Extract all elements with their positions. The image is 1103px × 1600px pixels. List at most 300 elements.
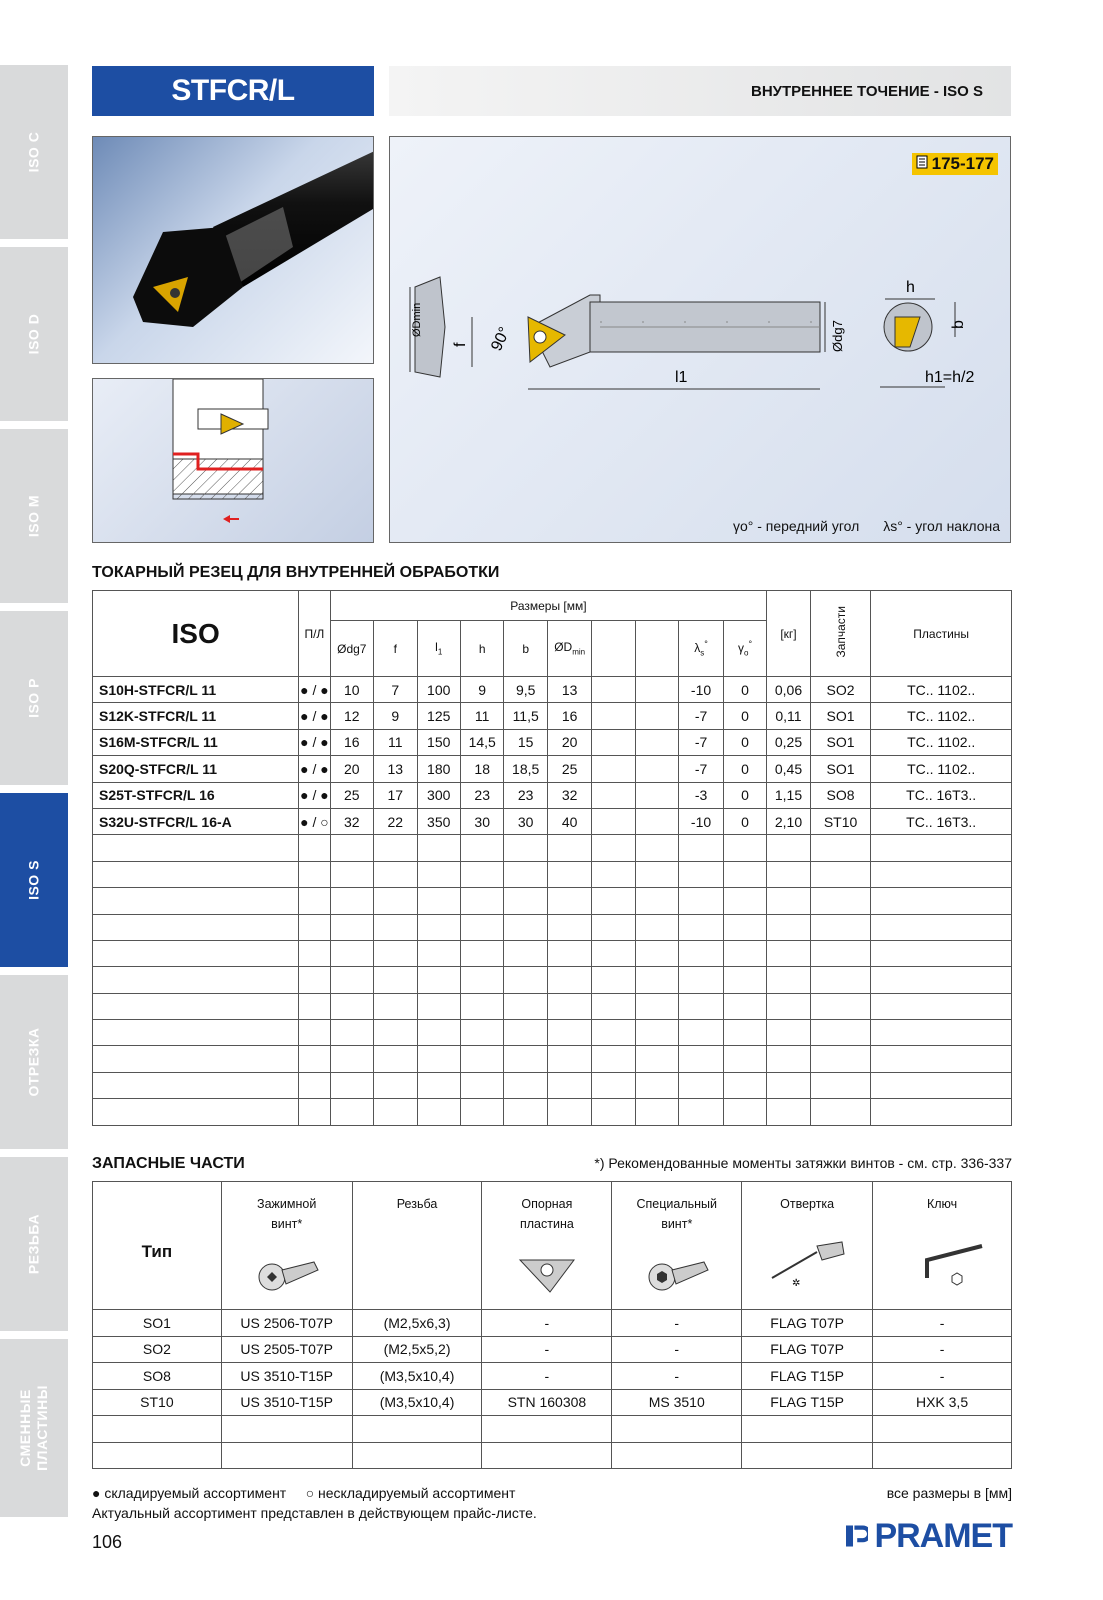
cell-b: 23 (504, 782, 547, 808)
cell-gamma: 0 (723, 808, 766, 834)
tool-table (92, 590, 1012, 1126)
cell-empty (635, 782, 678, 808)
cell-empty (592, 1020, 635, 1046)
brand-logo (846, 1518, 1012, 1554)
dg7-label: Ødg7 (830, 320, 845, 352)
col-gamma: $\gamma_o^\circ$ (723, 621, 766, 677)
cell-empty (374, 967, 417, 993)
spare-row (93, 1363, 1012, 1390)
cell-insert: TC.. 1102.. (871, 703, 1012, 729)
cell-empty (592, 888, 635, 914)
document-icon (916, 154, 928, 174)
cell-empty (723, 861, 766, 887)
cell-empty (93, 967, 299, 993)
spare-cell-empty (221, 1416, 352, 1443)
spare-cell-empty (742, 1442, 873, 1469)
cell-empty (679, 1046, 723, 1072)
page-number: 106 (92, 1532, 123, 1552)
cell-empty (299, 940, 330, 966)
cell-empty (679, 993, 723, 1019)
cell-empty (723, 1046, 766, 1072)
cell-empty (679, 967, 723, 993)
cell-spare: ST10 (810, 808, 871, 834)
spare-cell-driver: FLAG T15P (742, 1389, 873, 1416)
cell-empty (635, 808, 678, 834)
cell-empty (299, 861, 330, 887)
spare-cell-shim: - (482, 1310, 612, 1337)
cell-empty (93, 940, 299, 966)
cell-empty (592, 914, 635, 940)
cell-kg: 0,11 (767, 703, 810, 729)
cell-empty (374, 861, 417, 887)
tool-table-body (93, 677, 1012, 1126)
spare-cell-empty (742, 1416, 873, 1443)
spare-col-special-screw: Специальный винт* (612, 1182, 742, 1310)
cell-empty (810, 1046, 871, 1072)
cell-h: 9 (460, 677, 503, 703)
cell-empty (374, 993, 417, 1019)
cell-empty (723, 1020, 766, 1046)
cell-empty (592, 940, 635, 966)
cell-empty (330, 914, 373, 940)
cell-kg: 2,10 (767, 808, 810, 834)
cell-lambda: -10 (679, 808, 723, 834)
cell-empty (93, 993, 299, 1019)
cell-empty (810, 1020, 871, 1046)
cell-pl: ● / ● (299, 729, 330, 755)
spare-cell-thread: (M3,5x10,4) (352, 1389, 482, 1416)
cell-empty (679, 1099, 723, 1125)
cell-empty (299, 967, 330, 993)
cell-empty (417, 993, 460, 1019)
spare-header-row (93, 1182, 1012, 1310)
iso-header: ISO (93, 591, 299, 677)
cell-empty (871, 993, 1012, 1019)
cell-empty (810, 940, 871, 966)
cell-empty (374, 888, 417, 914)
cell-empty (460, 914, 503, 940)
pramet-logo-icon (846, 1521, 868, 1551)
cell-empty (767, 1046, 810, 1072)
cell-empty (330, 861, 373, 887)
cell-empty (592, 808, 635, 834)
cell-empty (810, 1072, 871, 1098)
spare-cell-type: SO8 (93, 1363, 222, 1390)
table-row-empty (93, 914, 1012, 940)
cell-empty (374, 1020, 417, 1046)
cell-empty (299, 1020, 330, 1046)
cell-empty (679, 835, 723, 861)
spare-cell-type: SO1 (93, 1310, 222, 1337)
col-empty-1 (592, 621, 635, 677)
col-d: Ødg7 (330, 621, 373, 677)
b-label: b (950, 320, 967, 329)
cell-b: 15 (504, 729, 547, 755)
cell-empty (460, 888, 503, 914)
cell-empty (547, 1099, 591, 1125)
table-row (93, 782, 1012, 808)
col-b: b (504, 621, 547, 677)
cell-empty (460, 1046, 503, 1072)
side-tab-parting[interactable]: ОТРЕЗКА (0, 975, 68, 1153)
cell-empty (767, 914, 810, 940)
col-h: h (460, 621, 503, 677)
h-label: h (906, 279, 915, 296)
cell-empty (871, 1072, 1012, 1098)
cell-empty (635, 1099, 678, 1125)
spare-cell-special: MS 3510 (612, 1389, 742, 1416)
table-row-empty (93, 1020, 1012, 1046)
cell-l1: 125 (417, 703, 460, 729)
spare-section-title: ЗАПАСНЫЕ ЧАСТИ (92, 1155, 245, 1172)
cell-empty (635, 888, 678, 914)
cell-empty (93, 835, 299, 861)
spare-row (93, 1389, 1012, 1416)
cell-kg: 0,25 (767, 729, 810, 755)
side-tab-iso-p[interactable]: ISO P (0, 611, 68, 789)
cell-gamma: 0 (723, 756, 766, 782)
table-row-empty (93, 993, 1012, 1019)
cell-empty (767, 1072, 810, 1098)
cell-f: 22 (374, 808, 417, 834)
cell-empty (679, 1020, 723, 1046)
side-tab-iso-m[interactable]: ISO M (0, 429, 68, 607)
cell-l1: 300 (417, 782, 460, 808)
spare-note: *) Рекомендованные моменты затяжки винтов - см. стр. 336-337 (594, 1155, 1012, 1171)
cell-empty (592, 782, 635, 808)
cell-lambda: -7 (679, 756, 723, 782)
cell-empty (547, 835, 591, 861)
type-header: Тип (93, 1182, 222, 1310)
cell-empty (592, 703, 635, 729)
cell-empty (417, 1020, 460, 1046)
f-label: f (452, 342, 469, 347)
cell-empty (871, 940, 1012, 966)
cell-pl: ● / ● (299, 677, 330, 703)
cell-h: 11 (460, 703, 503, 729)
cell-empty (330, 1099, 373, 1125)
cell-lambda: -7 (679, 703, 723, 729)
cell-empty (547, 940, 591, 966)
cell-lambda: -3 (679, 782, 723, 808)
cell-empty (93, 888, 299, 914)
cell-empty (374, 835, 417, 861)
cell-empty (723, 1072, 766, 1098)
cell-insert: TC.. 16T3.. (871, 782, 1012, 808)
spare-cell-empty (612, 1416, 742, 1443)
spare-cell-screw: US 2506-T07P (221, 1310, 352, 1337)
cell-empty (374, 914, 417, 940)
cell-empty (871, 1046, 1012, 1072)
cell-empty (504, 1072, 547, 1098)
table-row-empty (93, 1046, 1012, 1072)
cell-empty (679, 1072, 723, 1098)
table-row-empty (93, 888, 1012, 914)
cell-empty (504, 888, 547, 914)
cell-spare: SO1 (810, 756, 871, 782)
hex-key-icon (897, 1240, 987, 1288)
cell-empty (460, 940, 503, 966)
cell-empty (299, 1072, 330, 1098)
cell-empty (330, 940, 373, 966)
pl-header: П/Л (299, 591, 330, 677)
cell-spare: SO2 (810, 677, 871, 703)
cell-pl: ● / ● (299, 782, 330, 808)
spare-cell-thread: (M3,5x10,4) (352, 1363, 482, 1390)
table-row-empty (93, 835, 1012, 861)
side-tab-iso-s[interactable]: ISO S (0, 793, 68, 971)
cell-empty (635, 1020, 678, 1046)
spare-cell-shim: - (482, 1336, 612, 1363)
cell-kg: 1,15 (767, 782, 810, 808)
cell-empty (330, 1046, 373, 1072)
spare-cell-key: - (873, 1363, 1012, 1390)
spare-row-empty (93, 1416, 1012, 1443)
cell-empty (723, 940, 766, 966)
spare-parts-table (92, 1181, 1012, 1469)
col-f: f (374, 621, 417, 677)
cell-d: 16 (330, 729, 373, 755)
cell-b: 18,5 (504, 756, 547, 782)
stock-legend: ● складируемый ассортимент ○ несклад​ируемый ассортимент (92, 1485, 516, 1501)
cell-empty (635, 1046, 678, 1072)
brand-name: PRAMET (874, 1516, 1012, 1555)
cell-empty (679, 914, 723, 940)
cell-empty (767, 888, 810, 914)
cell-empty (635, 703, 678, 729)
cell-empty (330, 835, 373, 861)
cell-gamma: 0 (723, 677, 766, 703)
cell-h: 14,5 (460, 729, 503, 755)
cell-empty (723, 967, 766, 993)
table-row (93, 756, 1012, 782)
spare-col-key: Ключ (873, 1182, 1012, 1310)
cell-dmin: 13 (547, 677, 591, 703)
cell-empty (871, 1020, 1012, 1046)
side-tab-iso-c[interactable]: ISO C (0, 65, 68, 243)
cell-empty (504, 967, 547, 993)
cell-empty (767, 1099, 810, 1125)
table-row-empty (93, 861, 1012, 887)
cell-gamma: 0 (723, 782, 766, 808)
cell-empty (592, 1099, 635, 1125)
cell-spare: SO1 (810, 703, 871, 729)
cell-empty (460, 1099, 503, 1125)
cell-dmin: 32 (547, 782, 591, 808)
spare-col-screw: Зажимной винт* (221, 1182, 352, 1310)
spare-cell-empty (482, 1416, 612, 1443)
cell-spare: SO1 (810, 729, 871, 755)
spare-cell-key: - (873, 1310, 1012, 1337)
special-screw-icon (642, 1252, 712, 1292)
cell-code: S16M-STFCR/L 11 (93, 729, 299, 755)
cell-insert: TC.. 16T3.. (871, 808, 1012, 834)
cell-empty (635, 729, 678, 755)
cell-empty (504, 914, 547, 940)
cell-dmin: 16 (547, 703, 591, 729)
cell-empty (93, 1020, 299, 1046)
cell-empty (723, 914, 766, 940)
cell-empty (547, 1020, 591, 1046)
cell-empty (330, 993, 373, 1019)
cell-code: S20Q-STFCR/L 11 (93, 756, 299, 782)
cell-empty (93, 1046, 299, 1072)
spare-cell-key: HXK 3,5 (873, 1389, 1012, 1416)
cell-empty (592, 967, 635, 993)
cell-empty (417, 888, 460, 914)
cell-empty (504, 1020, 547, 1046)
spare-cell-thread: (M2,5x5,2) (352, 1336, 482, 1363)
tool-photo (92, 136, 374, 364)
cell-h: 30 (460, 808, 503, 834)
cell-empty (592, 677, 635, 703)
cell-empty (417, 1072, 460, 1098)
cell-empty (330, 1020, 373, 1046)
cell-dmin: 20 (547, 729, 591, 755)
side-tab-inserts[interactable]: СМЕННЫЕ ПЛАСТИНЫ (0, 1339, 68, 1517)
cell-empty (679, 861, 723, 887)
all-dims-note: все размеры в [мм] (886, 1485, 1012, 1501)
cell-empty (871, 914, 1012, 940)
cell-empty (810, 993, 871, 1019)
cell-insert: TC.. 1102.. (871, 756, 1012, 782)
cell-pl: ● / ● (299, 703, 330, 729)
cell-empty (635, 914, 678, 940)
spare-cell-screw: US 3510-T15P (221, 1363, 352, 1390)
cell-empty (871, 1099, 1012, 1125)
spare-header: Запчасти (810, 591, 871, 677)
cell-empty (547, 1046, 591, 1072)
cell-empty (93, 1072, 299, 1098)
cell-empty (871, 967, 1012, 993)
price-note: Актуальный ассортимент представлен в действующем прайс-листе. (92, 1505, 537, 1521)
spare-cell-empty (352, 1442, 482, 1469)
cell-empty (767, 993, 810, 1019)
spare-parts-body (93, 1310, 1012, 1469)
holder-dimension-drawing (390, 177, 1010, 537)
cell-empty (460, 967, 503, 993)
cell-empty (592, 993, 635, 1019)
table-row-empty (93, 1099, 1012, 1125)
cell-d: 12 (330, 703, 373, 729)
spare-cell-screw: US 2505-T07P (221, 1336, 352, 1363)
cell-empty (810, 914, 871, 940)
cell-kg: 0,45 (767, 756, 810, 782)
table-row (93, 808, 1012, 834)
cell-empty (460, 835, 503, 861)
cell-empty (635, 861, 678, 887)
side-tab-threading[interactable]: РЕЗЬБА (0, 1157, 68, 1335)
cell-empty (635, 1072, 678, 1098)
kg-header: [кг] (767, 591, 810, 677)
side-tab-iso-d[interactable]: ISO D (0, 247, 68, 425)
cell-empty (504, 835, 547, 861)
cell-empty (810, 835, 871, 861)
cell-empty (93, 914, 299, 940)
cell-empty (592, 756, 635, 782)
spare-cell-special: - (612, 1336, 742, 1363)
cell-empty (547, 914, 591, 940)
cell-d: 25 (330, 782, 373, 808)
cell-empty (767, 967, 810, 993)
cell-pl: ● / ● (299, 756, 330, 782)
spare-cell-empty (873, 1442, 1012, 1469)
gamma-legend: γo° - передний угол (732, 518, 860, 534)
cell-d: 10 (330, 677, 373, 703)
h1-label: h1=h/2 (925, 369, 975, 386)
cell-empty (810, 888, 871, 914)
cell-empty (417, 967, 460, 993)
cell-insert: TC.. 1102.. (871, 729, 1012, 755)
cell-b: 9,5 (504, 677, 547, 703)
cell-f: 13 (374, 756, 417, 782)
cell-empty (871, 835, 1012, 861)
cell-empty (374, 1099, 417, 1125)
spare-cell-empty (482, 1442, 612, 1469)
cell-insert: TC.. 1102.. (871, 677, 1012, 703)
inserts-header: Пластины (871, 591, 1012, 677)
page-subtitle: ВНУТРЕННЕЕ ТОЧЕНИЕ - ISO S (389, 66, 1011, 116)
cell-empty (547, 1072, 591, 1098)
cell-empty (547, 967, 591, 993)
spare-cell-empty (352, 1416, 482, 1443)
cell-pl: ● / ○ (299, 808, 330, 834)
table-row (93, 729, 1012, 755)
col-dmin: $ØD_{min}$ (547, 621, 591, 677)
col-lambda: $\lambda_s^\circ$ (679, 621, 723, 677)
cell-f: 17 (374, 782, 417, 808)
dims-header: Размеры [мм] (330, 591, 767, 621)
cell-empty (635, 835, 678, 861)
cell-empty (417, 835, 460, 861)
cell-l1: 100 (417, 677, 460, 703)
page-reference-badge[interactable] (912, 153, 998, 175)
cell-f: 9 (374, 703, 417, 729)
cell-d: 32 (330, 808, 373, 834)
angle-label: 90° (488, 324, 514, 354)
dmin-label: ØDmin (411, 302, 423, 337)
cell-empty (417, 1099, 460, 1125)
table-row-empty (93, 1072, 1012, 1098)
cell-dmin: 25 (547, 756, 591, 782)
cell-code: S12K-STFCR/L 11 (93, 703, 299, 729)
cell-empty (679, 940, 723, 966)
table-row (93, 677, 1012, 703)
cell-empty (93, 1099, 299, 1125)
cell-empty (635, 756, 678, 782)
clamping-screw-icon (252, 1252, 322, 1292)
cell-empty (723, 835, 766, 861)
cell-empty (723, 1099, 766, 1125)
cell-empty (374, 940, 417, 966)
cell-empty (767, 861, 810, 887)
cell-f: 7 (374, 677, 417, 703)
svg-text:✲: ✲ (792, 1278, 801, 1288)
shim-plate-icon (512, 1252, 582, 1296)
cell-empty (810, 861, 871, 887)
cell-empty (547, 993, 591, 1019)
cell-b: 30 (504, 808, 547, 834)
cell-empty (460, 861, 503, 887)
cell-empty (592, 835, 635, 861)
cell-empty (330, 888, 373, 914)
cell-f: 11 (374, 729, 417, 755)
cell-empty (635, 967, 678, 993)
spare-row (93, 1310, 1012, 1337)
l1-label: l1 (675, 369, 688, 386)
spare-cell-special: - (612, 1310, 742, 1337)
cell-empty (460, 993, 503, 1019)
